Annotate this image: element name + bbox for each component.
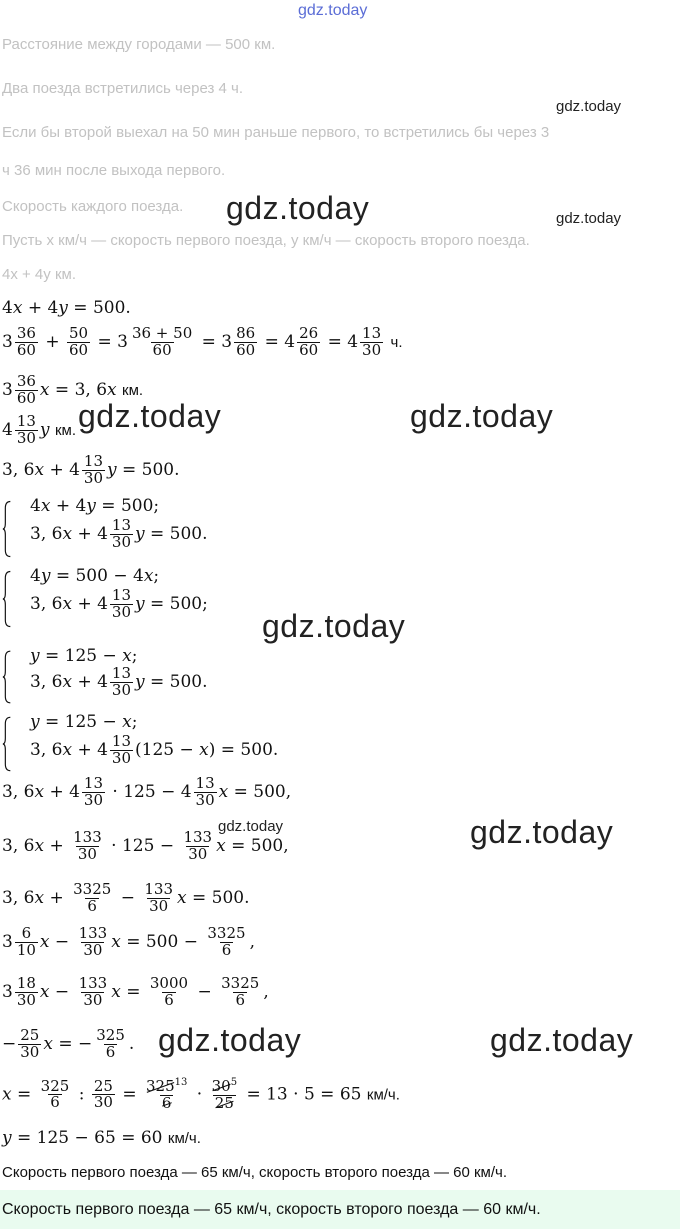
brace-icon (2, 644, 12, 710)
answer-bar: Скорость первого поезда — 65 км/ч, скорость второго поезда — 60 км/ч. (0, 1190, 680, 1229)
condition-let: Пусть x км/ч — скорость первого поезда, y км/ч — скорость второго поезда. (2, 232, 530, 249)
watermark-small-3: gdz.today (218, 818, 284, 835)
system-4: y = 125 − x; 3, 6x + 4 $\frac{13}{30}$ (125 − x) = 500. (2, 710, 322, 778)
equation-7: 3 $\frac{18}{30}$ x − $\frac{133}{30}$ x = $\frac{3000}{6}$ − $\frac{3325}{6}$ , (2, 974, 269, 1009)
equation-solve-x: x = $\frac{325}{6}$ : $\frac{25}{30}$ = $\frac{325^{13}}{6}$ · $\frac{30^5}{25}$ = 13 · 5 = 65 км/ч. (2, 1076, 400, 1112)
system-1: 4x + 4y = 500; 3, 6x + 4 $\frac{13}{30}$ y = 500. (2, 494, 302, 564)
equation-second-distance: 4 $\frac{13}{30}$ y км. (2, 412, 76, 447)
watermark-small-1: gdz.today (556, 98, 622, 115)
equation-first-distance: 3 $\frac{36}{60}$ x = 3, 6x км. (2, 372, 144, 407)
unit-kmh-1: км/ч. (366, 1086, 400, 1104)
condition-second-train-cont: ч 36 мин после выхода первого. (2, 162, 226, 179)
watermark-big-7: gdz.today (490, 1022, 634, 1058)
condition-second-train: Если бы второй выехал на 50 мин раньше первого, то встретились бы через 3 (2, 124, 550, 141)
watermark-big-4: gdz.today (262, 608, 406, 644)
brace-icon (2, 494, 12, 564)
equation-2: 3, 6x + 4 $\frac{13}{30}$ y = 500. (2, 452, 180, 487)
watermark-top: gdz.today (298, 2, 368, 19)
condition-meeting-time: Два поезда встретились через 4 ч. (2, 80, 244, 97)
equation-6: 3 $\frac{6}{10}$ x − $\frac{133}{30}$ x = 500 − $\frac{3325}{6}$ , (2, 924, 255, 959)
equation-1: 4x + 4y = 500. (2, 298, 131, 318)
equation-3: 3, 6x + 4 $\frac{13}{30}$ · 125 − 4 $\frac{13}{30}$ x = 500, (2, 774, 292, 809)
unit-hours: ч. (390, 333, 403, 351)
condition-expression: 4x + 4y км. (2, 266, 76, 283)
condition-distance: Расстояние между городами — 500 км. (2, 36, 276, 53)
watermark-big-5: gdz.today (470, 814, 614, 850)
unit-kmh-2: км/ч. (167, 1130, 201, 1147)
unit-km-1: км. (122, 381, 144, 399)
equation-solve-y: y = 125 − 65 = 60 км/ч. (2, 1128, 201, 1148)
system-3: y = 125 − x; 3, 6x + 4 $\frac{13}{30}$ y = 500. (2, 644, 302, 710)
watermark-big-6: gdz.today (158, 1022, 302, 1058)
system-2: 4y = 500 − 4x; 3, 6x + 4 $\frac{13}{30}$ y = 500; (2, 564, 302, 634)
equation-4: 3, 6x + $\frac{133}{30}$ · 125 − $\frac{133}{30}$ x = 500, (2, 828, 289, 863)
watermark-small-2: gdz.today (556, 210, 622, 227)
brace-icon (2, 710, 12, 778)
watermark-big-3: gdz.today (410, 398, 554, 434)
watermark-big-1: gdz.today (226, 190, 370, 226)
final-statement: Скорость первого поезда — 65 км/ч, скорость второго поезда — 60 км/ч. (2, 1164, 508, 1181)
equation-5: 3, 6x + $\frac{3325}{6}$ − $\frac{133}{30}$ x = 500. (2, 880, 250, 915)
condition-question: Скорость каждого поезда. (2, 198, 184, 215)
brace-icon (2, 564, 12, 634)
equation-time-sum: 3 $\frac{36}{60}$ + $\frac{50}{60}$ = 3 $\frac{36 + 50}{60}$ = 3 $\frac{86}{60}$ = 4 $\frac{26}{60}$ = 4 $\frac{13}{30}$ ч. (2, 324, 403, 359)
unit-km-2: км. (54, 421, 76, 439)
watermark-big-2: gdz.today (78, 398, 222, 434)
equation-8: − $\frac{25}{30}$ x = − $\frac{325}{6}$ . (2, 1026, 135, 1061)
